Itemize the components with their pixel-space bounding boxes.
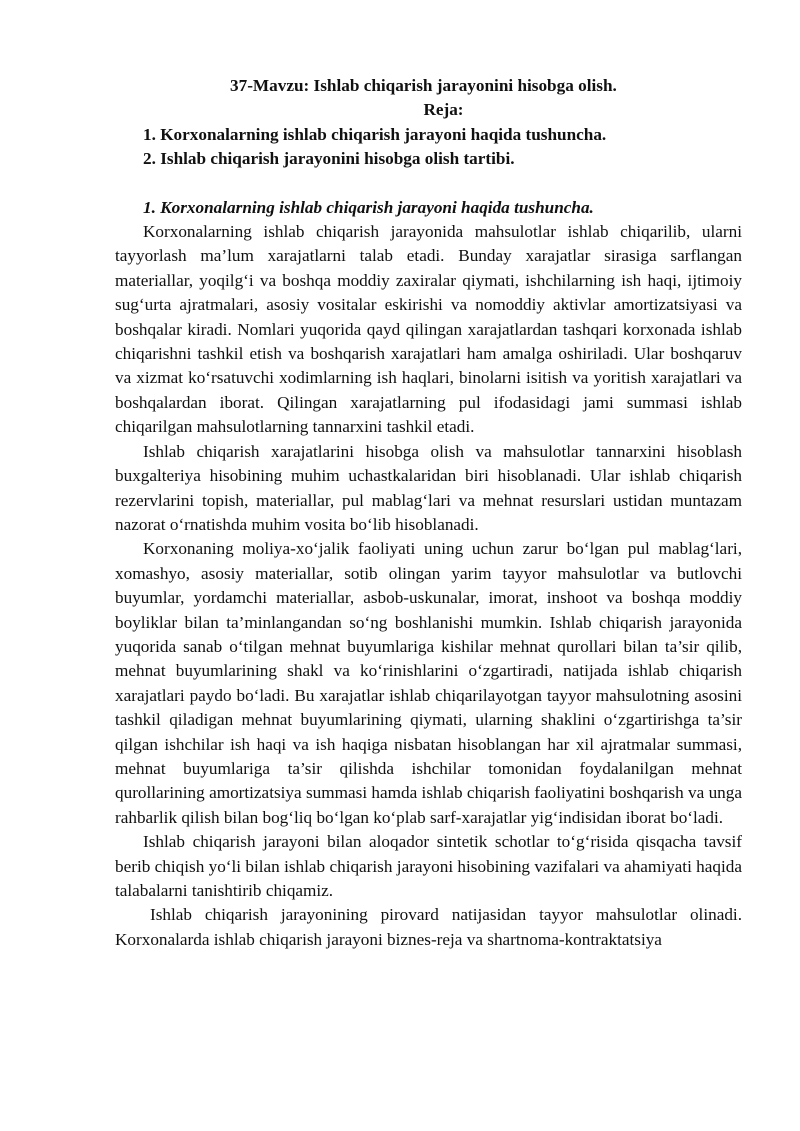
paragraph-5: Ishlab chiqarish jarayonining pirovard natijasidan tayyor mahsulotlar olinadi. Korxonalarda ishlab chiqarish jarayoni biznes-reja va shartnoma-kontraktatsiya [115,905,742,949]
section-heading: 1. Korxonalarning ishlab chiqarish jarayoni haqida tushuncha. [143,197,594,217]
spacer [115,172,742,196]
plan-label: Reja: [423,100,464,120]
document-title: 37-Mavzu: Ishlab chiqarish jarayonini hisobga olish. [230,76,617,95]
paragraph-3: Korxonaning moliya-xo‘jalik faoliyati uning uchun zarur bo‘lgan pul mablag‘lari, xomashyo, asosiy materiallar, sotib olingan yarim tayyor mahsulotlar va butlovchi buyumlar, yordamchi materiallar, asbob-uskunalar, imorat, inshoot va boshqa moddiy boyliklar bilan ta’minlangandan so‘ng boshlanishi mumkin. Ishlab chiqarish jarayonida yuqorida sanab o‘tilgan mehnat buyumlariga kishilar mehnat qurollari bilan ta’sir qilib, mehnat buyumlarining shakl va ko‘rinishlarini o‘zgartiradi, natijada ishlab chiqarish xarajatlari paydo bo‘ladi. Bu xarajatlar ishlab chiqarilayotgan tayyor mahsulotning asosini tashkil qiladigan mehnat buyumlarining qiymati, ularning shaklini o‘zgartirishga ta’sir qilgan ishchilar ish haqi va ish haqiga nisbatan hisoblangan har xil ajratmalar summasi, mehnat buyumlariga ta’sir qilishda ishchilar tomonidan foydalanilgan mehnat qurollarining amortizatsiya summasi hamda ishlab chiqarish faoliyatini boshqarish va unga rahbarlik qilish bilan bog‘liq bo‘lgan ko‘plab sarf-xarajatlar yig‘indisidan iborat bo‘ladi. [115,539,742,827]
paragraph-1: Korxonalarning ishlab chiqarish jarayonida mahsulotlar ishlab chiqarilib, ularni tayyorlash ma’lum xarajatlarni talab etadi. Bunday xarajatlar sirasiga sarflangan materiallar, yoqilg‘i va boshqa moddiy zaxiralar qiymati, ishchilarning ish haqi, ijtimoiy sug‘urta ajratmalari, asosiy vositalar eskirishi va nomoddiy aktivlar amortizatsiyasi va boshqalar kiradi. Nomlari yuqorida qayd qilingan xarajatlardan tashqari korxonada ishlab chiqarishni tashkil etish va boshqarish xarajatlari ham amalga oshiriladi. Ular boshqaruv va xizmat ko‘rsatuvchi xodimlarning ish haqlari, binolarni isitish va yoritish xarajatlari va boshqalardan iborat. Qilingan xarajatlarning pul ifodasidagi jami summasi ishlab chiqarilgan mahsulotlarning tannarxini tashkil etadi. [115,222,742,437]
plan-item-1: 1. Korxonalarning ishlab chiqarish jarayoni haqida tushuncha. [143,124,607,144]
paragraph-4: Ishlab chiqarish jarayoni bilan aloqador sintetik schotlar to‘g‘risida qisqacha tavsif berib chiqish yo‘li bilan ishlab chiqarish jarayoni hisobining vazifalari va ahamiyati haqida talabalarni tanishtirib chiqamiz. [115,832,742,900]
document-page [115,74,742,952]
plan-item-2: 2. Ishlab chiqarish jarayonini hisobga olish tartibi. [143,149,515,169]
paragraph-2: Ishlab chiqarish xarajatlarini hisobga olish va mahsulotlar tannarxini hisoblash buxgalteriya hisobining muhim uchastkalaridan biri hisoblanadi. Ular ishlab chiqarish rezervlarini topish, materiallar, pul mablag‘lari va mehnat resurslari ustidan muntazam nazorat o‘rnatishda muhim vosita bo‘lib hisoblanadi. [115,441,742,534]
